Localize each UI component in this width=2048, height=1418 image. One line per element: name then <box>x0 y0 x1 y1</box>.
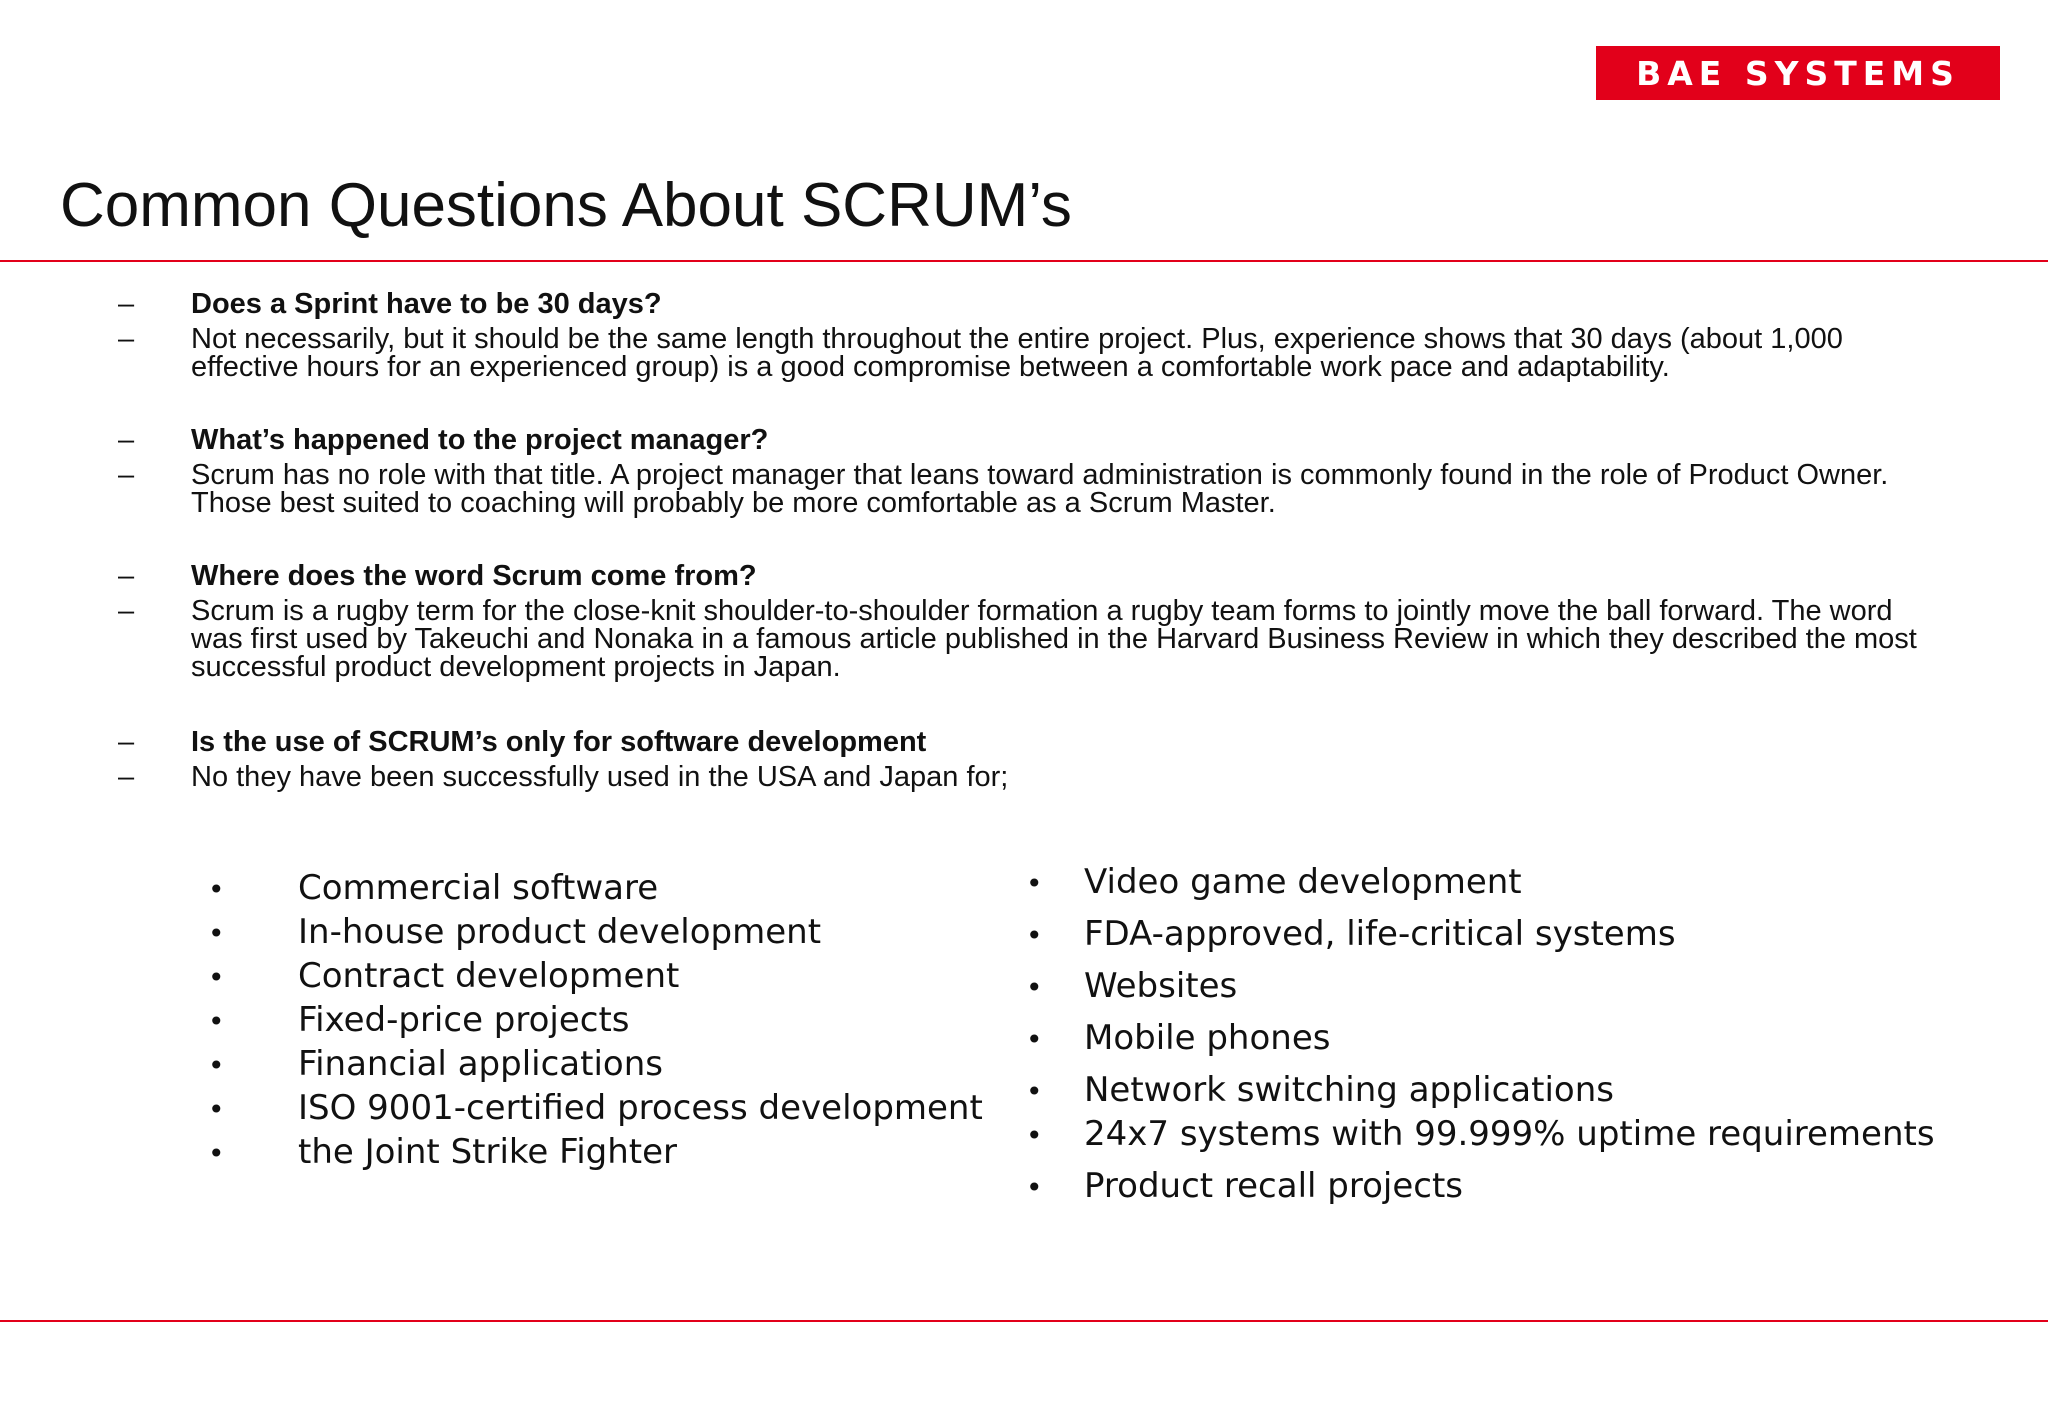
dash-marker: – <box>118 459 135 491</box>
answer-row <box>118 461 1918 517</box>
list-item <box>1026 1012 1935 1064</box>
qa-project-manager <box>118 426 1918 517</box>
answer-text: Not necessarily, but it should be the same length throughout the entire project. Plus, experience shows that 30 days (about 1,000 effective hours for an experienced group) is a good compromise between a comfortable work pace and adaptability. <box>191 323 1843 383</box>
question-row <box>118 426 1918 454</box>
answer-text: Scrum has no role with that title. A project manager that leans toward administration is commonly found in the role of Product Owner. Those best suited to coaching will probably be more comfortable as a Scrum Master. <box>191 459 1889 519</box>
list-item <box>1026 1064 1935 1108</box>
question-row <box>118 290 1918 318</box>
dash-marker: – <box>118 595 135 627</box>
bullet-icon: • <box>208 1005 225 1038</box>
list-item-text: Mobile phones <box>1084 1018 1331 1058</box>
list-item-text: ISO 9001-certified process development <box>298 1088 983 1128</box>
bullet-icon: • <box>1026 1023 1043 1056</box>
qa-word-origin <box>118 562 1918 681</box>
list-item-text: Contract development <box>298 956 680 996</box>
list-item-text: FDA-approved, life-critical systems <box>1084 914 1676 954</box>
dash-marker: – <box>118 288 135 320</box>
list-item-text: Financial applications <box>298 1044 663 1084</box>
question-text: Where does the word Scrum come from? <box>191 560 757 592</box>
bullet-icon: • <box>208 873 225 906</box>
bullet-icon: • <box>208 917 225 950</box>
answer-text: Scrum is a rugby term for the close-knit shoulder-to-shoulder formation a rugby team forms to jointly move the ball forward. The word was first used by Takeuchi and Nonaka in a famous article published in the Harvard Business Review in which they described the most successful product development projects in Japan. <box>191 595 1917 683</box>
list-item <box>208 1086 983 1130</box>
list-item-text: Websites <box>1084 966 1238 1006</box>
bullet-icon: • <box>1026 867 1043 900</box>
list-item <box>1026 1160 1935 1212</box>
dash-marker: – <box>118 560 135 592</box>
bullet-icon: • <box>208 1137 225 1170</box>
list-item <box>1026 908 1935 960</box>
bullet-icon: • <box>1026 1119 1043 1152</box>
bottom-divider <box>0 1320 2048 1322</box>
qa-software-only <box>118 728 1918 791</box>
slide-title: Common Questions About SCRUM’s <box>60 170 1072 240</box>
bullet-icon: • <box>208 961 225 994</box>
list-item-text: In-house product development <box>298 912 822 952</box>
dash-marker: – <box>118 323 135 355</box>
uses-list-left <box>208 866 983 1174</box>
bullet-icon: • <box>1026 1171 1043 1204</box>
answer-row <box>118 325 1918 381</box>
list-item-text: the Joint Strike Fighter <box>298 1132 677 1172</box>
uses-list-right <box>1026 856 1935 1212</box>
answer-text: No they have been successfully used in the USA and Japan for; <box>191 761 1009 793</box>
answer-row <box>118 597 1918 681</box>
list-item <box>208 910 983 954</box>
list-item-text: Fixed-price projects <box>298 1000 630 1040</box>
dash-marker: – <box>118 761 135 793</box>
question-row <box>118 562 1918 590</box>
list-item <box>208 954 983 998</box>
list-item-text: Product recall projects <box>1084 1166 1463 1206</box>
list-item <box>208 866 983 910</box>
logo-text: BAE SYSTEMS <box>1636 53 1960 93</box>
list-item <box>208 1130 983 1174</box>
list-item <box>1026 1108 1935 1160</box>
list-item-text: Commercial software <box>298 868 659 908</box>
bullet-icon: • <box>208 1093 225 1126</box>
list-item-text: Video game development <box>1084 862 1522 902</box>
bullet-icon: • <box>208 1049 225 1082</box>
bae-systems-logo <box>1596 46 2000 100</box>
question-text: Does a Sprint have to be 30 days? <box>191 288 662 320</box>
list-item <box>1026 960 1935 1012</box>
answer-row <box>118 763 1918 791</box>
question-text: Is the use of SCRUM’s only for software development <box>191 726 927 758</box>
dash-marker: – <box>118 726 135 758</box>
bullet-icon: • <box>1026 919 1043 952</box>
list-item-text: Network switching applications <box>1084 1070 1614 1110</box>
question-row <box>118 728 1918 756</box>
list-item <box>208 998 983 1042</box>
bullet-icon: • <box>1026 1075 1043 1108</box>
list-item-text: 24x7 systems with 99.999% uptime requirements <box>1084 1114 1935 1154</box>
top-divider <box>0 260 2048 262</box>
bullet-icon: • <box>1026 971 1043 1004</box>
question-text: What’s happened to the project manager? <box>191 424 769 456</box>
dash-marker: – <box>118 424 135 456</box>
list-item <box>208 1042 983 1086</box>
qa-sprint-length <box>118 290 1918 381</box>
list-item <box>1026 856 1935 908</box>
